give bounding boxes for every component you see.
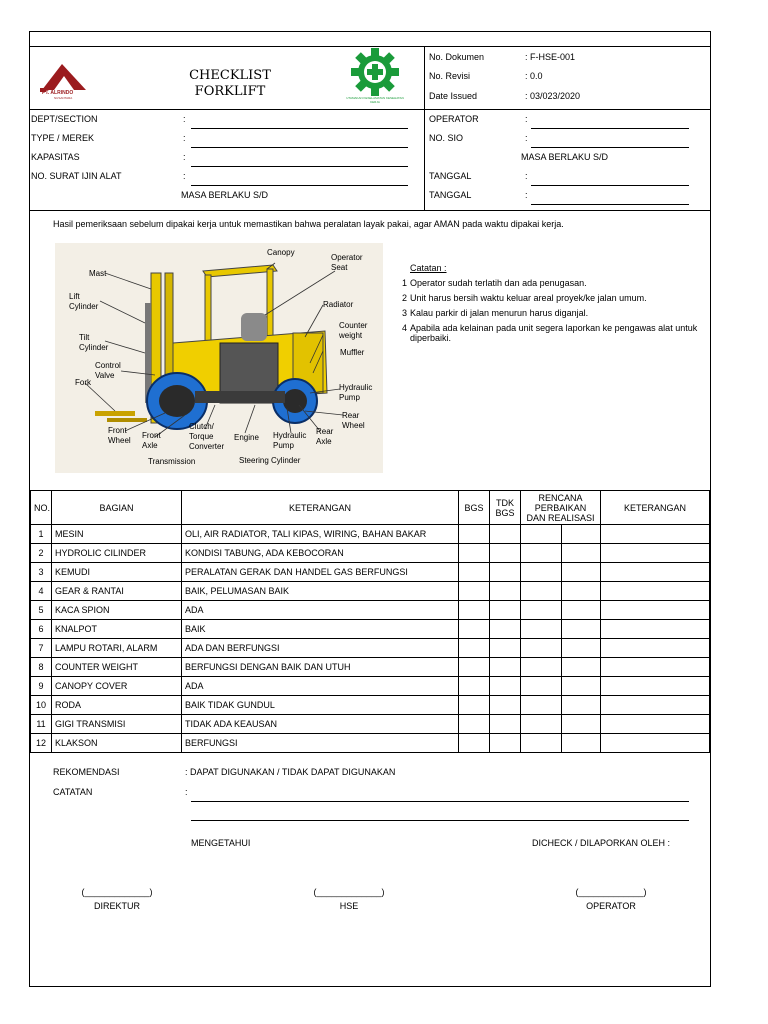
catatan-line-2[interactable] [191, 820, 689, 821]
note-number: 1 [402, 278, 408, 288]
header-divider [424, 46, 425, 110]
mengetahui-label: MENGETAHUI [191, 838, 251, 848]
label-operator-seat: Operator Seat [331, 253, 363, 272]
row-bgs-cell[interactable] [459, 525, 490, 544]
label-fork: Fork [75, 378, 91, 387]
row-rencana-cell[interactable] [521, 696, 562, 715]
label-front-wheel: Front Wheel [108, 426, 131, 445]
k3-logo-text: UTAMAKAN KESELAMATAN KESEHATAN KERJA [346, 96, 404, 104]
row-realisasi-cell[interactable] [562, 658, 601, 677]
row-rencana-cell[interactable] [521, 734, 562, 753]
row-no: 7 [31, 639, 52, 658]
row-no: 8 [31, 658, 52, 677]
row-keterangan-2-cell[interactable] [601, 639, 710, 658]
type-field[interactable] [191, 147, 408, 148]
row-tdk-bgs-cell[interactable] [490, 601, 521, 620]
row-keterangan: BAIK TIDAK GUNDUL [182, 696, 459, 715]
table-row [31, 544, 710, 563]
note-number: 4 [402, 323, 408, 333]
row-bagian: COUNTER WEIGHT [52, 658, 182, 677]
catatan-label: CATATAN [53, 787, 93, 797]
row-keterangan: ADA [182, 601, 459, 620]
label-hydraulic-pump-right: Hydraulic Pump [339, 383, 373, 402]
header-bottom-line [29, 109, 710, 110]
row-keterangan-2-cell[interactable] [601, 658, 710, 677]
signer-hse: HSE [339, 901, 359, 911]
row-bagian: KNALPOT [52, 620, 182, 639]
revision-label: No. Revisi [429, 71, 471, 81]
table-row [31, 563, 710, 582]
row-tdk-bgs-cell[interactable] [490, 582, 521, 601]
type-colon: : [183, 133, 186, 143]
col-rencana: RENCANA PERBAIKAN DAN REALISASI [521, 491, 601, 525]
row-realisasi-cell[interactable] [562, 620, 601, 639]
row-keterangan-2-cell[interactable] [601, 620, 710, 639]
label-mast: Mast [89, 269, 107, 278]
table-row [31, 639, 710, 658]
row-no: 2 [31, 544, 52, 563]
revision-value: : 0.0 [525, 71, 543, 81]
label-tilt-cylinder: Tilt Cylinder [79, 333, 109, 352]
info-divider [424, 109, 425, 211]
row-no: 11 [31, 715, 52, 734]
signature-blank[interactable]: (_____________) [313, 887, 385, 897]
date-label-1: TANGGAL [429, 171, 472, 181]
table-row [31, 658, 710, 677]
intro-text: Hasil pemeriksaan sebelum dipakai kerja untuk memastikan bahwa peralatan layak pakai, agar AMAN pada waktu dipakai kerja. [53, 219, 564, 229]
label-rear-wheel: Rear Wheel [342, 411, 365, 430]
row-no: 3 [31, 563, 52, 582]
row-no: 6 [31, 620, 52, 639]
row-no: 4 [31, 582, 52, 601]
row-bagian: RODA [52, 696, 182, 715]
table-row [31, 696, 710, 715]
note-item [402, 323, 702, 343]
note-text: Operator sudah terlatih dan ada penugasan. [410, 278, 587, 288]
row-tdk-bgs-cell[interactable] [490, 525, 521, 544]
row-keterangan: ADA DAN BERFUNGSI [182, 639, 459, 658]
date-field-2[interactable] [531, 204, 689, 205]
notes-title: Catatan : [410, 263, 447, 273]
row-bagian: CANOPY COVER [52, 677, 182, 696]
note-item [402, 278, 702, 293]
row-keterangan: PERALATAN GERAK DAN HANDEL GAS BERFUNGSI [182, 563, 459, 582]
header-top-line [29, 46, 710, 47]
page-title [170, 68, 290, 100]
signature-operator[interactable] [541, 887, 681, 911]
row-keterangan: BERFUNGSI [182, 734, 459, 753]
row-bagian: HYDROLIC CILINDER [52, 544, 182, 563]
label-front-axle: Front Axle [142, 431, 161, 450]
row-rencana-cell[interactable] [521, 658, 562, 677]
row-realisasi-cell[interactable] [562, 601, 601, 620]
signature-blank[interactable]: (_____________) [575, 887, 647, 897]
row-bgs-cell[interactable] [459, 639, 490, 658]
row-tdk-bgs-cell[interactable] [490, 734, 521, 753]
table-row [31, 525, 710, 544]
sio-expiry-label: MASA BERLAKU S/D [521, 152, 609, 162]
row-keterangan: ADA [182, 677, 459, 696]
table-row [31, 677, 710, 696]
note-text: Apabila ada kelainan pada unit segera laporkan ke pengawas alat untuk diperbaiki. [410, 323, 698, 343]
rekomendasi-label: REKOMENDASI [53, 767, 120, 777]
doc-number-label: No. Dokumen [429, 52, 485, 62]
row-no: 1 [31, 525, 52, 544]
row-realisasi-cell[interactable] [562, 563, 601, 582]
date-field-1[interactable] [531, 185, 689, 186]
row-keterangan-2-cell[interactable] [601, 677, 710, 696]
row-bgs-cell[interactable] [459, 563, 490, 582]
col-tdk-bgs: TDK BGS [490, 491, 521, 525]
signature-direktur[interactable] [47, 887, 187, 911]
row-bgs-cell[interactable] [459, 677, 490, 696]
operator-colon: : [525, 114, 528, 124]
signature-blank[interactable]: (_____________) [81, 887, 153, 897]
col-keterangan-2: KETERANGAN [601, 491, 710, 525]
row-bgs-cell[interactable] [459, 734, 490, 753]
row-keterangan-2-cell[interactable] [601, 601, 710, 620]
row-keterangan-2-cell[interactable] [601, 696, 710, 715]
sio-colon: : [525, 133, 528, 143]
signature-hse[interactable] [279, 887, 419, 911]
row-keterangan: KONDISI TABUNG, ADA KEBOCORAN [182, 544, 459, 563]
row-tdk-bgs-cell[interactable] [490, 563, 521, 582]
col-bgs: BGS [459, 491, 490, 525]
capacity-label: KAPASITAS [31, 152, 80, 162]
row-rencana-cell[interactable] [521, 620, 562, 639]
company-name: PT. ALRINDO [42, 90, 74, 96]
row-bagian: LAMPU ROTARI, ALARM [52, 639, 182, 658]
note-item [402, 293, 702, 308]
row-realisasi-cell[interactable] [562, 582, 601, 601]
catatan-colon: : [185, 787, 188, 797]
row-bgs-cell[interactable] [459, 620, 490, 639]
row-keterangan-2-cell[interactable] [601, 544, 710, 563]
row-rencana-cell[interactable] [521, 601, 562, 620]
row-tdk-bgs-cell[interactable] [490, 715, 521, 734]
row-bagian: MESIN [52, 525, 182, 544]
permit-field[interactable] [191, 185, 408, 186]
col-bagian: BAGIAN [52, 491, 182, 525]
doc-number-value: : F-HSE-001 [525, 52, 576, 62]
row-realisasi-cell[interactable] [562, 696, 601, 715]
sio-field[interactable] [531, 147, 689, 148]
label-rear-axle: Rear Axle [316, 427, 334, 446]
row-realisasi-cell[interactable] [562, 734, 601, 753]
date-issued-label: Date Issued [429, 91, 478, 101]
table-header-row [31, 491, 710, 525]
row-bagian: KACA SPION [52, 601, 182, 620]
dicheck-label: DICHECK / DILAPORKAN OLEH : [532, 838, 671, 848]
rekomendasi-value[interactable]: : DAPAT DIGUNAKAN / TIDAK DAPAT DIGUNAKAN [185, 767, 396, 777]
capacity-field[interactable] [191, 166, 408, 167]
k3-gear-icon [345, 48, 405, 96]
date-issued-value: : 03/023/2020 [525, 91, 581, 101]
row-no: 10 [31, 696, 52, 715]
row-keterangan: BAIK [182, 620, 459, 639]
row-keterangan-2-cell[interactable] [601, 734, 710, 753]
row-no: 5 [31, 601, 52, 620]
company-logo [40, 60, 90, 100]
row-rencana-cell[interactable] [521, 544, 562, 563]
type-label: TYPE / MEREK [31, 133, 95, 143]
table-row [31, 734, 710, 753]
dept-field[interactable] [191, 128, 408, 129]
row-bgs-cell[interactable] [459, 715, 490, 734]
notes-list [402, 278, 702, 343]
row-bgs-cell[interactable] [459, 601, 490, 620]
sio-label: NO. SIO [429, 133, 464, 143]
operator-field[interactable] [531, 128, 689, 129]
table-row [31, 582, 710, 601]
row-keterangan: TIDAK ADA KEAUSAN [182, 715, 459, 734]
title-line-2: FORKLIFT [194, 84, 266, 99]
row-tdk-bgs-cell[interactable] [490, 620, 521, 639]
row-tdk-bgs-cell[interactable] [490, 544, 521, 563]
row-rencana-cell[interactable] [521, 525, 562, 544]
table-row [31, 620, 710, 639]
note-number: 3 [402, 308, 408, 318]
signer-direktur: DIREKTUR [93, 901, 140, 911]
info-bottom-line [29, 210, 710, 211]
row-rencana-cell[interactable] [521, 639, 562, 658]
row-bgs-cell[interactable] [459, 658, 490, 677]
row-keterangan-2-cell[interactable] [601, 563, 710, 582]
row-rencana-cell[interactable] [521, 677, 562, 696]
company-sub: NUSANTARA [54, 96, 73, 100]
label-hydraulic-pump-bottom: Hydraulic Pump [273, 431, 307, 450]
note-text: Unit harus bersih waktu keluar areal proyek/ke jalan umum. [410, 293, 647, 303]
row-bgs-cell[interactable] [459, 582, 490, 601]
row-bagian: KLAKSON [52, 734, 182, 753]
row-keterangan: OLI, AIR RADIATOR, TALI KIPAS, WIRING, BAHAN BAKAR [182, 525, 459, 544]
signer-operator: OPERATOR [586, 901, 636, 911]
label-clutch: Clutch/ Torque Converter [189, 422, 225, 451]
row-keterangan-2-cell[interactable] [601, 715, 710, 734]
row-tdk-bgs-cell[interactable] [490, 696, 521, 715]
row-bagian: GIGI TRANSMISI [52, 715, 182, 734]
capacity-colon: : [183, 152, 186, 162]
dept-label: DEPT/SECTION [31, 114, 98, 124]
row-tdk-bgs-cell[interactable] [490, 639, 521, 658]
label-radiator: Radiator [323, 300, 354, 309]
label-canopy: Canopy [267, 248, 295, 257]
row-no: 12 [31, 734, 52, 753]
label-steering-cylinder: Steering Cylinder [239, 456, 301, 465]
col-no: NO. [31, 491, 52, 525]
dept-colon: : [183, 114, 186, 124]
row-bgs-cell[interactable] [459, 696, 490, 715]
table-row [31, 715, 710, 734]
label-engine: Engine [234, 433, 259, 442]
date-label-2: TANGGAL [429, 190, 472, 200]
row-bagian: GEAR & RANTAI [52, 582, 182, 601]
row-tdk-bgs-cell[interactable] [490, 677, 521, 696]
note-item [402, 308, 702, 323]
label-control-valve: Control Valve [95, 361, 121, 380]
note-text: Kalau parkir di jalan menurun harus diganjal. [410, 308, 589, 318]
row-realisasi-cell[interactable] [562, 639, 601, 658]
row-rencana-cell[interactable] [521, 715, 562, 734]
row-realisasi-cell[interactable] [562, 525, 601, 544]
row-rencana-cell[interactable] [521, 563, 562, 582]
note-number: 2 [402, 293, 408, 303]
label-lift-cylinder: Lift Cylinder [69, 292, 99, 311]
row-keterangan-2-cell[interactable] [601, 525, 710, 544]
row-no: 9 [31, 677, 52, 696]
label-counter-weight: Counter weight [339, 321, 368, 340]
forklift-diagram [55, 243, 383, 473]
operator-label: OPERATOR [429, 114, 479, 124]
permit-colon: : [183, 171, 186, 181]
row-bgs-cell[interactable] [459, 544, 490, 563]
label-muffler: Muffler [340, 348, 365, 357]
row-keterangan: BAIK, PELUMASAN BAIK [182, 582, 459, 601]
row-realisasi-cell[interactable] [562, 544, 601, 563]
table-row [31, 601, 710, 620]
title-line-1: CHECKLIST [189, 68, 271, 83]
row-keterangan: BERFUNGSI DENGAN BAIK DAN UTUH [182, 658, 459, 677]
row-realisasi-cell[interactable] [562, 715, 601, 734]
permit-label: NO. SURAT IJIN ALAT [31, 171, 122, 181]
k3-logo [345, 48, 405, 108]
label-transmission: Transmission [148, 457, 196, 466]
date-colon-2: : [525, 190, 528, 200]
catatan-line-1[interactable] [191, 801, 689, 802]
date-colon-1: : [525, 171, 528, 181]
row-bagian: KEMUDI [52, 563, 182, 582]
checklist-table [30, 490, 710, 753]
company-logo-icon [40, 60, 90, 92]
row-rencana-cell[interactable] [521, 582, 562, 601]
col-keterangan: KETERANGAN [182, 491, 459, 525]
row-tdk-bgs-cell[interactable] [490, 658, 521, 677]
permit-expiry-label: MASA BERLAKU S/D [181, 190, 269, 200]
row-keterangan-2-cell[interactable] [601, 582, 710, 601]
row-realisasi-cell[interactable] [562, 677, 601, 696]
